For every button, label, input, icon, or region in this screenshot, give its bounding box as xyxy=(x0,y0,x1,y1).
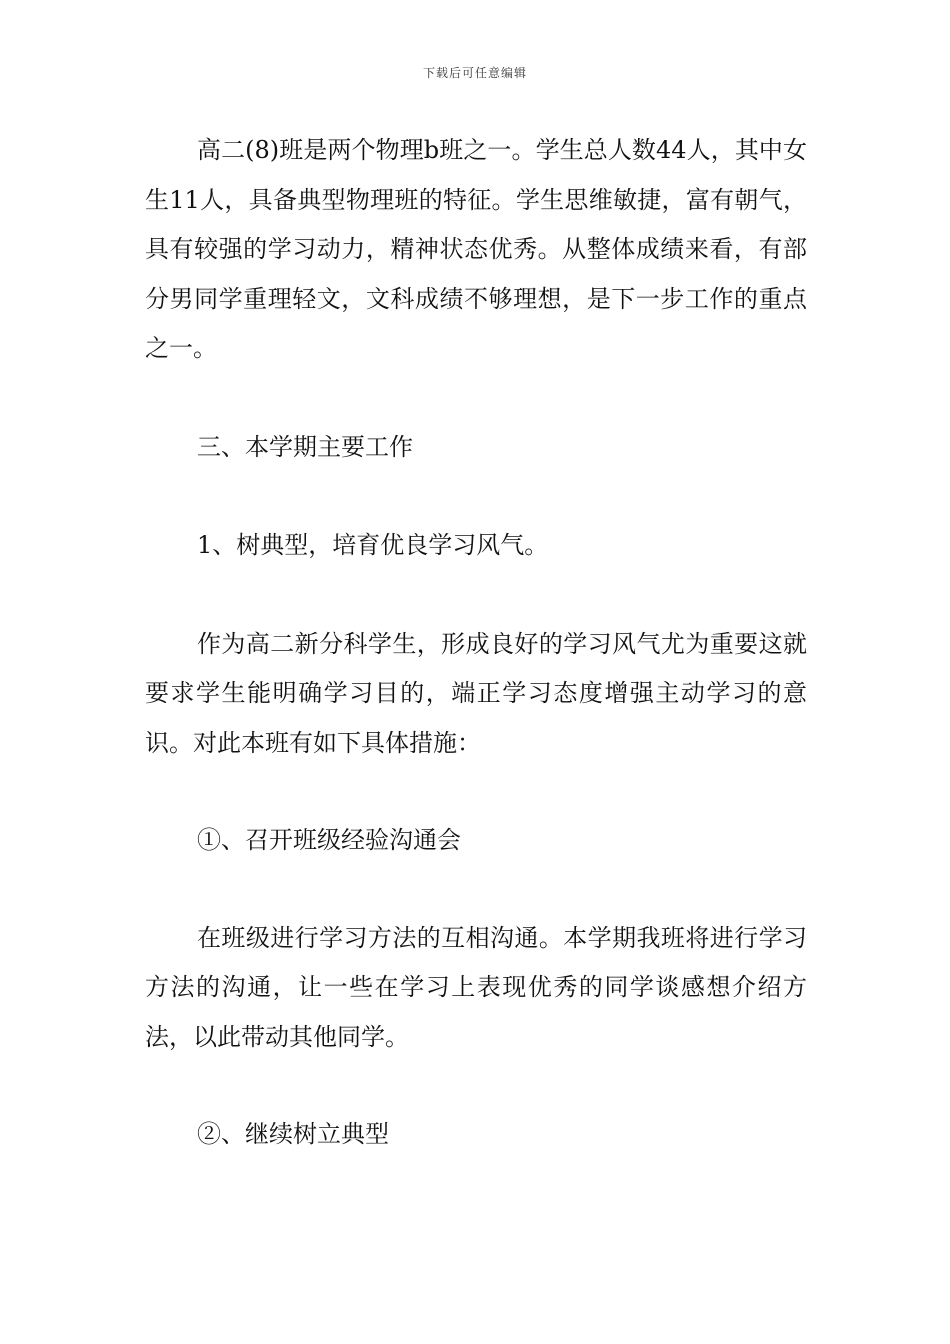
measure-1-paragraph: 在班级进行学习方法的互相沟通。本学期我班将进行学习方法的沟通，让一些在学习上表现优秀的同学谈感想介绍方法，以此带动其他同学。 xyxy=(145,923,807,1051)
document-body xyxy=(145,126,807,1160)
header-note: 下载后可任意编辑 xyxy=(422,66,527,80)
section-heading: 三、本学期主要工作 xyxy=(197,432,413,461)
class-overview-paragraph: 高二(8)班是两个物理b班之一。学生总人数44人，其中女生11人，具备典型物理班的特征。学生思维敏捷，富有朝气，具有较强的学习动力，精神状态优秀。从整体成绩来看，有部分男同学重理轻文，文科成绩不够理想，是下一步工作的重点之一。 xyxy=(145,136,807,362)
subsection-heading: 1、树典型，培育优良学习风气。 xyxy=(197,531,549,559)
measure-2-heading: ②、继续树立典型 xyxy=(197,1120,389,1148)
study-atmosphere-paragraph: 作为高二新分科学生，形成良好的学习风气尤为重要这就要求学生能明确学习目的，端正学习态度增强主动学习的意识。对此本班有如下具体措施： xyxy=(145,629,807,757)
measure-1-heading: ①、召开班级经验沟通会 xyxy=(197,826,461,854)
